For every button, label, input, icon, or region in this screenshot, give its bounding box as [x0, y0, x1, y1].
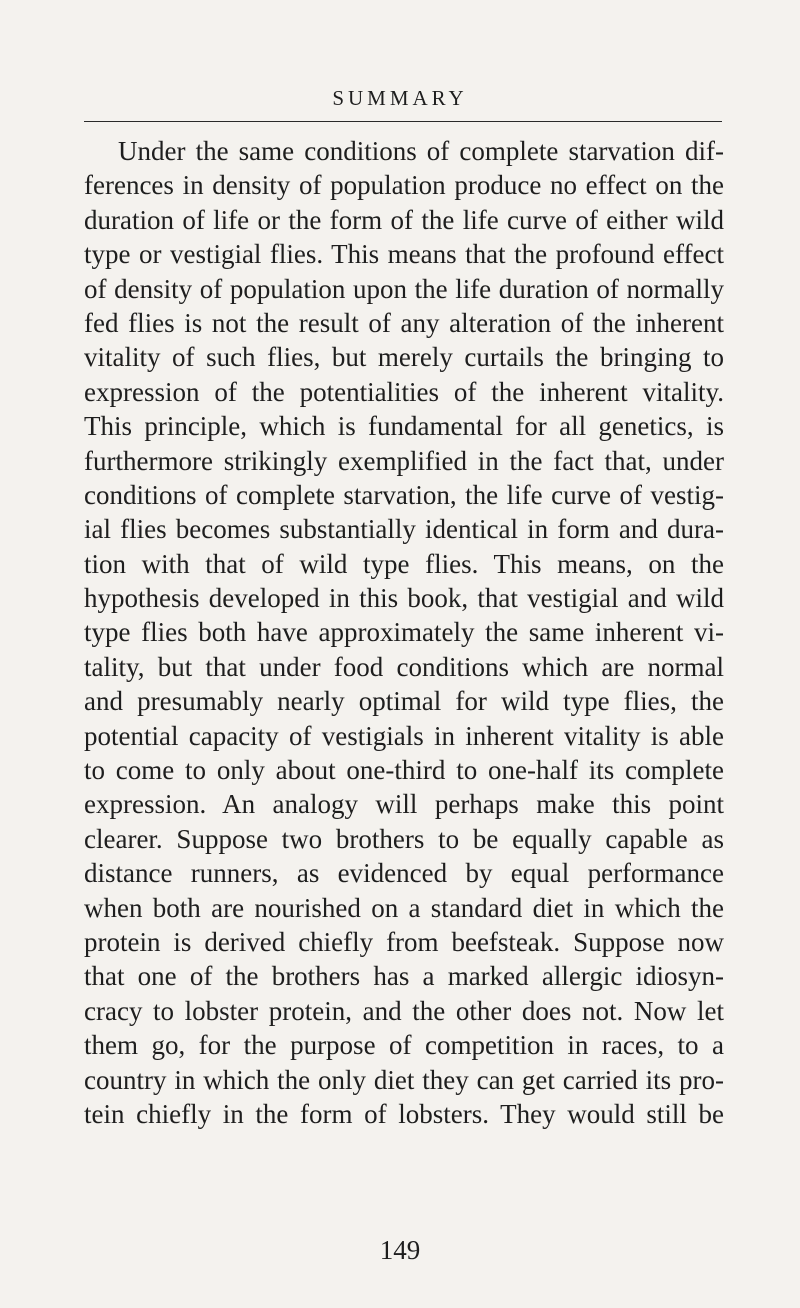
text-line: This principle, which is fundamental for all genetics, is: [84, 411, 724, 442]
text-line: ferences in density of population produce no effect on the: [84, 170, 724, 201]
text-line: protein is derived chiefly from beefsteak. Suppose now: [84, 926, 724, 957]
text-line: when both are nourished on a standard diet in which the: [84, 892, 724, 923]
text-line: type or vestigial flies. This means that the profound effect: [84, 239, 724, 270]
text-line: that one of the brothers has a marked allergic idiosyn-: [84, 961, 724, 992]
text-line: expression of the potentialities of the inherent vitality.: [84, 376, 724, 407]
text-line: furthermore strikingly exemplified in the fact that, under: [84, 445, 724, 476]
text-line: and presumably nearly optimal for wild type flies, the: [84, 686, 724, 717]
body-text: [84, 134, 724, 1131]
header-rule: [84, 121, 722, 122]
text-line: cracy to lobster protein, and the other does not. Now let: [84, 995, 724, 1026]
text-line: clearer. Suppose two brothers to be equally capable as: [84, 823, 724, 854]
text-line: them go, for the purpose of competition in races, to a: [84, 1030, 724, 1061]
page-number: 149: [379, 1235, 421, 1265]
text-line: tion with that of wild type flies. This means, on the: [84, 548, 724, 579]
text-line: conditions of complete starvation, the life curve of vestig-: [84, 479, 724, 510]
text-line: of density of population upon the life duration of normally: [84, 273, 724, 304]
text-line: country in which the only diet they can get carried its pro-: [84, 1064, 724, 1095]
text-line: expression. An analogy will perhaps make this point: [84, 789, 724, 820]
text-line: hypothesis developed in this book, that vestigial and wild: [84, 583, 724, 614]
text-line: duration of life or the form of the life curve of either wild: [84, 204, 724, 235]
text-line: vitality of such flies, but merely curtails the bringing to: [84, 342, 724, 373]
text-line: tein chiefly in the form of lobsters. They would still be: [84, 1098, 724, 1129]
text-line: potential capacity of vestigials in inherent vitality is able: [84, 720, 724, 751]
text-line: distance runners, as evidenced by equal performance: [84, 858, 724, 889]
text-line: Under the same conditions of complete starvation dif-: [118, 136, 724, 166]
text-line: fed flies is not the result of any alteration of the inherent: [84, 307, 724, 338]
running-head: SUMMARY: [332, 86, 468, 110]
text-line: to come to only about one-third to one-half its complete: [84, 755, 724, 786]
text-line: tality, but that under food conditions which are normal: [84, 651, 724, 682]
text-line: ial flies becomes substantially identical in form and dura-: [84, 514, 724, 545]
text-line: type flies both have approximately the same inherent vi-: [84, 617, 724, 648]
